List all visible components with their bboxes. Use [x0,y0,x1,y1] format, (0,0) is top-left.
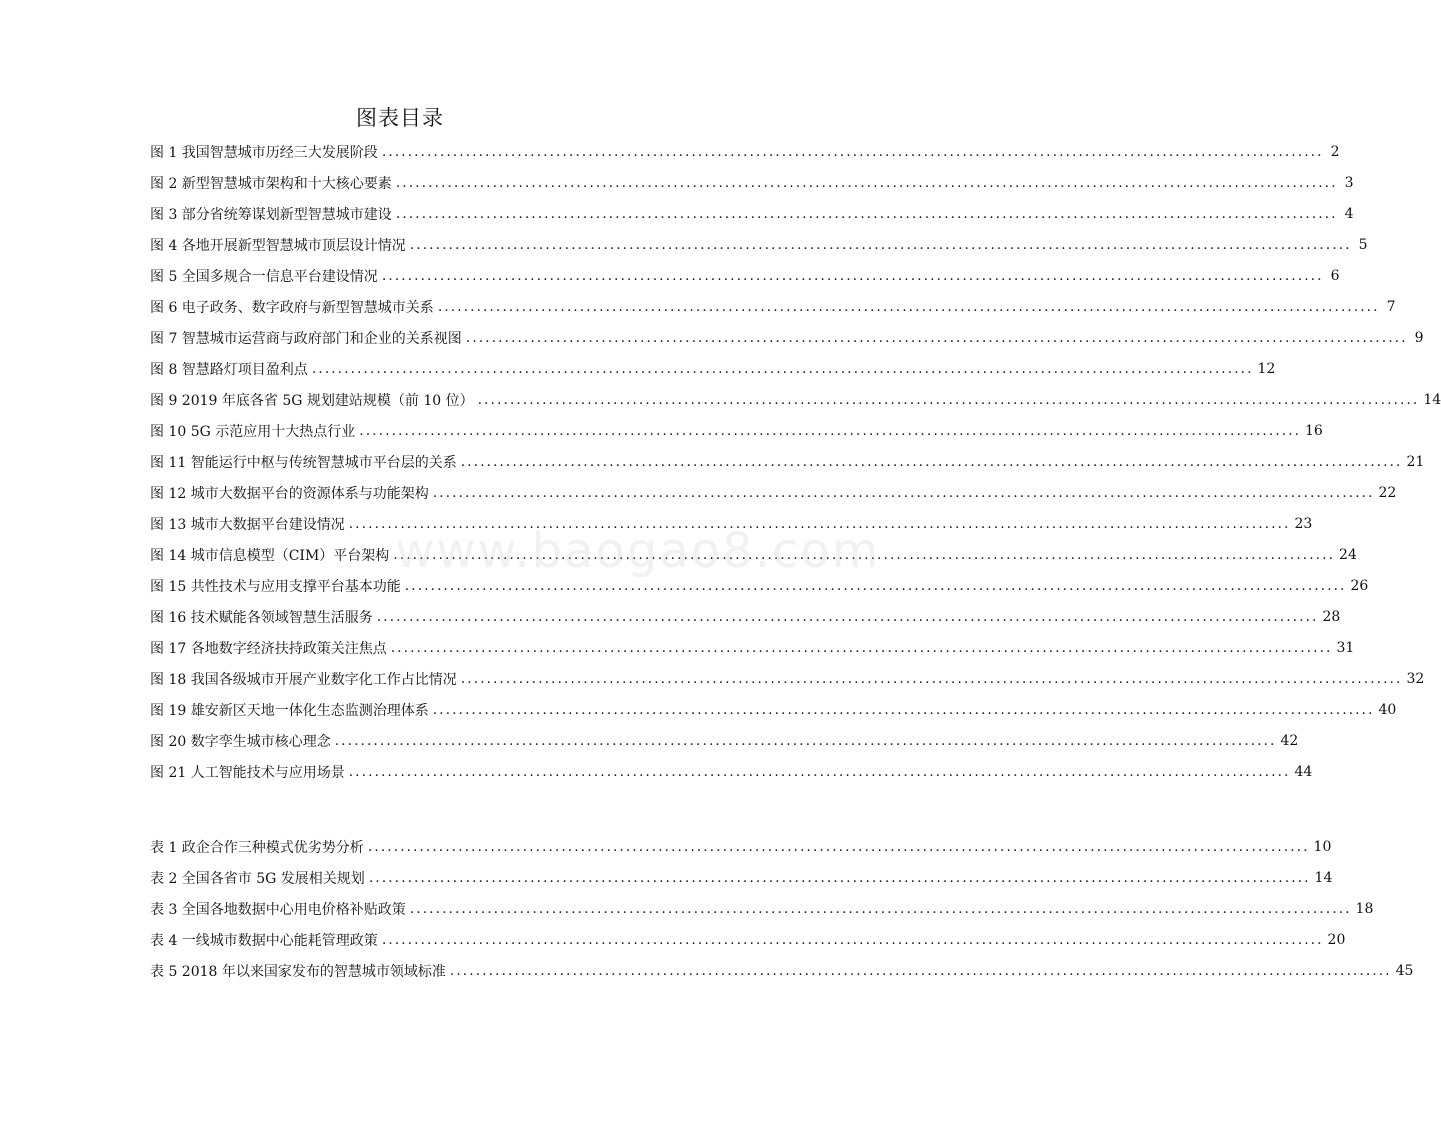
toc-entry[interactable] [150,198,1354,229]
entry-page: 32 [1406,670,1425,687]
toc-entry[interactable] [150,663,1425,694]
toc-entry[interactable] [150,862,1333,893]
dot-leader [377,609,1319,625]
entry-page: 4 [1344,205,1354,222]
toc-entry[interactable] [150,694,1397,725]
entry-label: 图 8 智慧路灯项目盈利点 [150,361,308,378]
entry-page: 44 [1294,763,1313,780]
toc-entry[interactable] [150,229,1368,260]
entry-page: 16 [1305,422,1323,439]
dot-leader [433,485,1375,501]
entry-label: 图 1 我国智慧城市历经三大发展阶段 [150,144,378,161]
toc-entry[interactable] [150,756,1313,787]
entry-page: 21 [1406,453,1425,470]
entry-page: 5 [1358,236,1368,253]
entry-label: 图 13 城市大数据平台建设情况 [150,516,345,533]
entry-label: 图 16 技术赋能各领域智慧生活服务 [150,609,373,626]
entry-label: 图 7 智慧城市运营商与政府部门和企业的关系视图 [150,330,462,347]
entry-label: 图 2 新型智慧城市架构和十大核心要素 [150,175,392,192]
entry-page: 31 [1336,639,1355,656]
toc-entry[interactable] [150,353,1276,384]
toc-entry[interactable] [150,601,1341,632]
entry-page: 7 [1386,298,1396,315]
entry-label: 图 17 各地数字经济扶持政策关注焦点 [150,640,387,657]
toc-entry[interactable] [150,831,1332,862]
dot-leader [349,516,1291,532]
toc-entry[interactable] [150,725,1299,756]
toc-entry[interactable] [150,570,1369,601]
entry-label: 图 11 智能运行中枢与传统智慧城市平台层的关系 [150,454,457,471]
entry-label: 图 21 人工智能技术与应用场景 [150,764,345,781]
toc-entry[interactable] [150,291,1396,322]
dot-leader [393,547,1335,563]
entry-label: 图 3 部分省统筹谋划新型智慧城市建设 [150,206,392,223]
dot-leader [391,640,1333,656]
entry-page: 22 [1378,484,1397,501]
dot-leader [410,237,1352,253]
entry-label: 图 20 数字孪生城市核心理念 [150,733,331,750]
toc-entry[interactable] [150,384,1441,415]
table-list [150,831,1414,986]
dot-leader [396,175,1338,191]
dot-leader [349,764,1291,780]
entry-page: 2 [1330,143,1340,160]
toc-entry[interactable] [150,415,1323,446]
entry-page: 42 [1280,732,1299,749]
toc-entry[interactable] [150,167,1354,198]
entry-label: 图 15 共性技术与应用支撑平台基本功能 [150,578,401,595]
entry-label: 图 12 城市大数据平台的资源体系与功能架构 [150,485,429,502]
toc-entry[interactable] [150,446,1425,477]
dot-leader [368,839,1310,855]
dot-leader [396,206,1338,222]
entry-page: 3 [1344,174,1354,191]
toc-entry[interactable] [150,477,1397,508]
entry-label: 图 18 我国各级城市开展产业数字化工作占比情况 [150,671,457,688]
watermark: www.baogao8.com [395,523,881,579]
entry-page: 12 [1257,360,1276,377]
toc-entry[interactable] [150,260,1340,291]
entry-label: 表 5 2018 年以来国家发布的智慧城市领域标准 [150,963,446,980]
dot-leader [359,423,1301,439]
entry-page: 6 [1330,267,1340,284]
dot-leader [382,932,1324,948]
entry-label: 图 5 全国多规合一信息平台建设情况 [150,268,378,285]
entry-page: 24 [1339,546,1357,563]
toc-entry[interactable] [150,136,1340,167]
entry-label: 图 10 5G 示范应用十大热点行业 [150,423,356,440]
dot-leader [335,733,1277,749]
toc-entry[interactable] [150,893,1374,924]
dot-leader [461,671,1403,687]
dot-leader [405,578,1347,594]
dot-leader [382,144,1324,160]
toc-entry[interactable] [150,322,1424,353]
entry-page: 14 [1314,869,1333,886]
dot-leader [433,702,1375,718]
entry-label: 图 19 雄安新区天地一体化生态监测治理体系 [150,702,429,719]
page-title: 图表目录 [356,106,444,130]
entry-label: 图 14 城市信息模型（CIM）平台架构 [150,547,390,564]
entry-label: 图 9 2019 年底各省 5G 规划建站规模（前 10 位） [150,392,474,409]
dot-leader [312,361,1254,377]
entry-label: 表 2 全国各省市 5G 发展相关规划 [150,870,365,887]
toc-entry[interactable] [150,955,1414,986]
figure-list [150,136,1441,787]
entry-page: 40 [1378,701,1397,718]
entry-page: 45 [1395,962,1414,979]
entry-page: 14 [1423,391,1441,408]
dot-leader [438,299,1380,315]
entry-label: 表 4 一线城市数据中心能耗管理政策 [150,932,378,949]
dot-leader [466,330,1408,346]
toc-entry[interactable] [150,924,1346,955]
toc-entry[interactable] [150,508,1313,539]
entry-page: 26 [1350,577,1369,594]
dot-leader [410,901,1352,917]
entry-page: 23 [1294,515,1313,532]
entry-page: 10 [1313,838,1332,855]
entry-label: 表 3 全国各地数据中心用电价格补贴政策 [150,901,406,918]
dot-leader [461,454,1403,470]
entry-page: 9 [1414,329,1424,346]
entry-label: 图 6 电子政务、数字政府与新型智慧城市关系 [150,299,434,316]
dot-leader [369,870,1311,886]
dot-leader [478,392,1420,408]
entry-label: 图 4 各地开展新型智慧城市顶层设计情况 [150,237,406,254]
dot-leader [382,268,1324,284]
entry-label: 表 1 政企合作三种模式优劣势分析 [150,839,364,856]
toc-entry[interactable] [150,632,1355,663]
entry-page: 28 [1322,608,1341,625]
dot-leader [450,963,1392,979]
entry-page: 20 [1327,931,1346,948]
entry-page: 18 [1355,900,1374,917]
